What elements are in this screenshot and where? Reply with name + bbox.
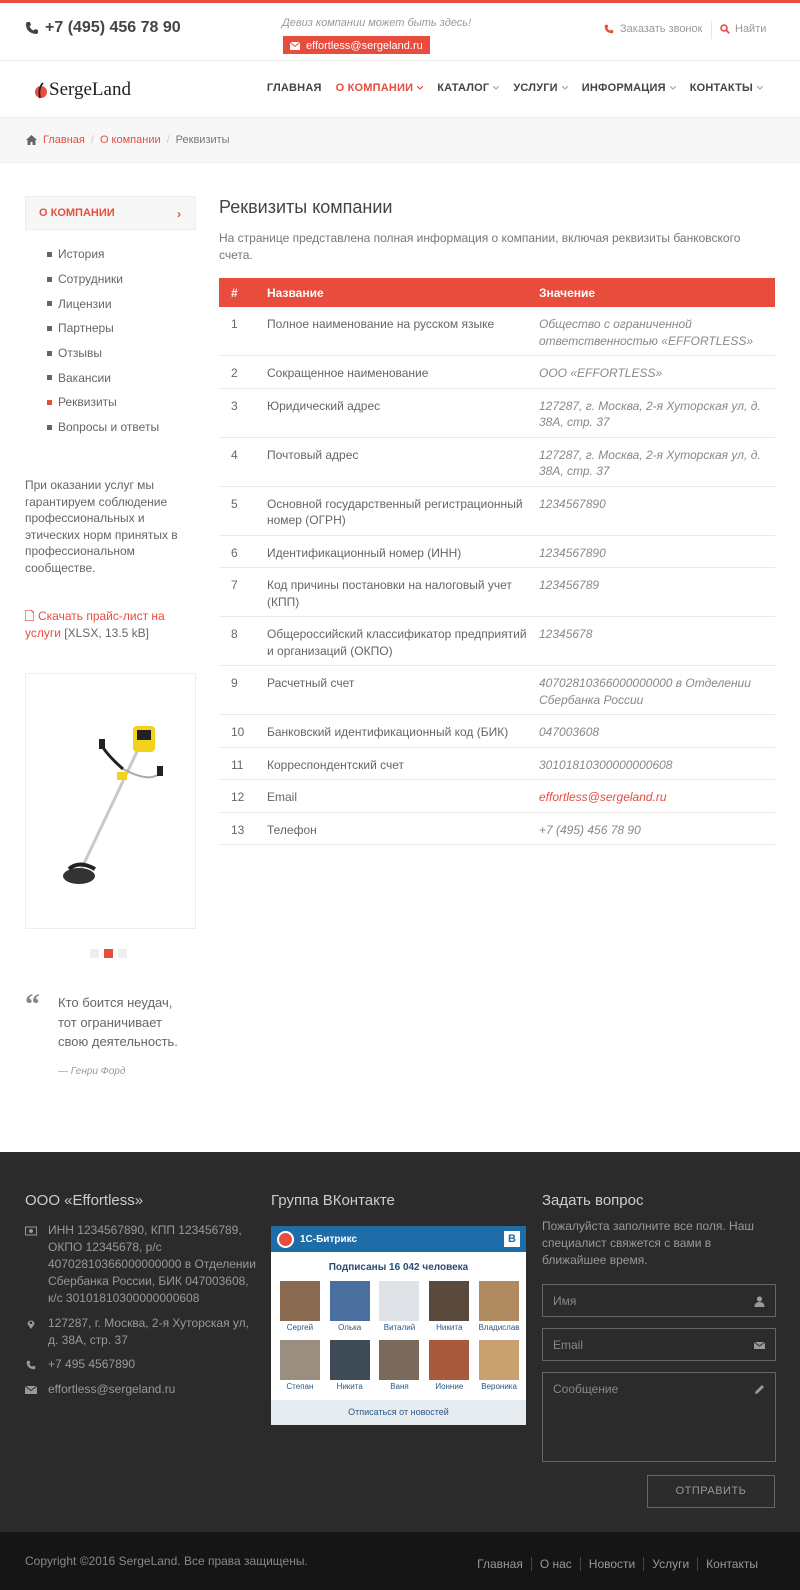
vk-member[interactable]: Ваня: [375, 1340, 425, 1391]
row-name: Общероссийский классификатор предприятий и организаций (ОКПО): [267, 617, 539, 666]
table-row: [219, 535, 775, 568]
breadcrumb-separator: /: [90, 134, 94, 146]
column-header-value: Значение: [539, 278, 775, 307]
row-name: Сокращенное наименование: [267, 356, 539, 389]
envelope-icon: [754, 1340, 765, 1351]
vk-member[interactable]: Никита: [424, 1281, 474, 1332]
avatar: [379, 1340, 419, 1380]
vk-subscriber-count: Подписаны 16 042 человека: [328, 1262, 469, 1273]
table-row: [219, 780, 775, 813]
sidebar-item-licenses[interactable]: Лицензии: [47, 291, 159, 316]
row-name: Телефон: [267, 812, 539, 845]
vk-member[interactable]: Олька: [325, 1281, 375, 1332]
row-name: Идентификационный номер (ИНН): [267, 535, 539, 568]
vk-logo-icon: B: [504, 1231, 520, 1247]
main-menu: [260, 82, 770, 94]
chevron-down-icon: [670, 86, 676, 90]
table-row: [219, 812, 775, 845]
row-name: Юридический адрес: [267, 388, 539, 437]
nav-home[interactable]: ГЛАВНАЯ: [266, 82, 322, 94]
company-motto: Девиз компании может быть здесь!: [282, 17, 472, 29]
chevron-down-icon: [562, 86, 568, 90]
avatar: [429, 1281, 469, 1321]
site-logo[interactable]: SergeLand: [34, 79, 131, 101]
envelope-icon: [25, 1385, 37, 1395]
footer-link-news[interactable]: Новости: [580, 1557, 643, 1571]
callback-link[interactable]: Заказать звонок: [604, 23, 702, 35]
breadcrumb-home[interactable]: Главная: [43, 134, 85, 146]
breadcrumb-section[interactable]: О компании: [99, 134, 161, 146]
vk-member[interactable]: Вероника: [474, 1340, 524, 1391]
requisites-table: [219, 278, 775, 845]
nav-about[interactable]: О КОМПАНИИ: [329, 82, 431, 94]
table-row: [219, 307, 775, 356]
sidebar-item-requisites[interactable]: Реквизиты: [47, 390, 159, 415]
row-name: Код причины постановки на налоговый учет (КПП): [267, 568, 539, 617]
table-header-row: [219, 278, 775, 307]
pencil-icon: [754, 1384, 765, 1395]
vk-member[interactable]: Никита: [325, 1340, 375, 1391]
top-bar: [0, 0, 800, 61]
row-name: Банковский идентификационный код (БИК): [267, 715, 539, 748]
phone-icon: [25, 1360, 37, 1370]
divider: [711, 21, 712, 39]
sidebar-item-vacancies[interactable]: Вакансии: [47, 365, 159, 390]
user-icon: [754, 1296, 765, 1307]
footer-links: [469, 1557, 766, 1571]
carousel-dots: [90, 949, 127, 958]
main-navbar: [0, 61, 800, 118]
sidebar-item-history[interactable]: История: [47, 242, 159, 267]
breadcrumb-separator: /: [166, 134, 170, 146]
carousel-dot[interactable]: [90, 949, 99, 958]
row-value: +7 (495) 456 78 90: [539, 812, 775, 845]
column-header-number: #: [219, 278, 267, 307]
footer-address: 127287, г. Москва, 2-я Хуторская ул, д. 38А, стр. 37: [25, 1315, 257, 1349]
row-number: 10: [219, 715, 267, 748]
footer-ask-text: Пожалуйста заполните все поля. Наш специалист свяжется с вами в ближайшее время.: [542, 1219, 755, 1267]
row-number: 8: [219, 617, 267, 666]
sidebar-item-faq[interactable]: Вопросы и ответы: [47, 415, 159, 440]
header-email-link[interactable]: effortless@sergeland.ru: [283, 36, 430, 54]
avatar: [429, 1340, 469, 1380]
footer-link-home[interactable]: Главная: [477, 1557, 523, 1571]
sidebar-heading[interactable]: О КОМПАНИИ ›: [25, 196, 196, 230]
envelope-icon: [290, 42, 300, 50]
row-value-email-link[interactable]: effortless@sergeland.ru: [539, 780, 775, 813]
quote-icon: “: [25, 988, 40, 1021]
row-name: Почтовый адрес: [267, 437, 539, 486]
footer-link-about[interactable]: О нас: [531, 1557, 580, 1571]
row-value: 047003608: [539, 715, 775, 748]
footer-link-services[interactable]: Услуги: [643, 1557, 697, 1571]
table-row: [219, 617, 775, 666]
vk-widget: [271, 1226, 526, 1425]
map-marker-icon: [25, 1319, 37, 1329]
table-row: [219, 568, 775, 617]
footer-ask-title: Задать вопрос: [542, 1192, 644, 1209]
row-name: Основной государственный регистрационный номер (ОГРН): [267, 486, 539, 535]
quote-author: — Генри Форд: [58, 1066, 126, 1077]
vk-unsubscribe-link[interactable]: Отписаться от новостей: [271, 1400, 526, 1425]
footer-requisites: ИНН 1234567890, КПП 123456789, ОКПО 12345678, р/с 40702810366000000000 в Отделении Сбербанка России, БИК 047003608, к/с 30101810300000000608: [25, 1222, 257, 1307]
nav-info[interactable]: ИНФОРМАЦИЯ: [575, 82, 683, 94]
page-title: Реквизиты компании: [219, 197, 393, 217]
search-icon: [720, 24, 730, 34]
row-number: 4: [219, 437, 267, 486]
row-value: 40702810366000000000 в Отделении Сбербанка России: [539, 666, 775, 715]
sidebar-menu: [47, 242, 159, 440]
nav-catalog[interactable]: КАТАЛОГ: [430, 82, 506, 94]
breadcrumb: [26, 134, 230, 146]
chevron-down-icon: [757, 86, 763, 90]
header-phone[interactable]: +7 (495) 456 78 90: [25, 19, 181, 37]
breadcrumb-current: Реквизиты: [175, 134, 230, 146]
row-value: 127287, г. Москва, 2-я Хуторская ул, д. 38А, стр. 37: [539, 388, 775, 437]
row-number: 7: [219, 568, 267, 617]
table-row: [219, 747, 775, 780]
row-number: 3: [219, 388, 267, 437]
trimmer-product-image: [51, 714, 171, 894]
sidebar-guarantee-text: При оказании услуг мы гарантируем соблюдение профессиональных и этических норм принятых в профессиональном сообществе.: [25, 478, 178, 575]
sidebar-item-reviews[interactable]: Отзывы: [47, 341, 159, 366]
breadcrumb-bar: [0, 118, 800, 163]
price-list-meta: [XLSX, 13.5 kB]: [64, 625, 150, 640]
row-value: 123456789: [539, 568, 775, 617]
table-row: [219, 356, 775, 389]
email-field[interactable]: Email: [542, 1328, 776, 1361]
footer-company-title: ООО «Effortless»: [25, 1192, 144, 1209]
price-list-block: [25, 608, 195, 641]
avatar: [330, 1281, 370, 1321]
home-icon[interactable]: [26, 135, 37, 145]
quote-text: Кто боится неудач, тот ограничивает свою деятельность.: [58, 995, 178, 1049]
vk-member[interactable]: Виталий: [375, 1281, 425, 1332]
row-name: Email: [267, 780, 539, 813]
money-icon: [25, 1226, 37, 1236]
table-row: [219, 486, 775, 535]
logo-mark-icon: [34, 82, 48, 99]
price-list-link[interactable]: Скачать прайс-лист на услуги: [25, 609, 165, 640]
row-value: Общество с ограниченной ответственностью «EFFORTLESS»: [539, 307, 775, 356]
row-name: Корреспондентский счет: [267, 747, 539, 780]
vk-member[interactable]: Ионние: [424, 1340, 474, 1391]
nav-contacts[interactable]: КОНТАКТЫ: [683, 82, 770, 94]
row-number: 11: [219, 747, 267, 780]
search-link[interactable]: Найти: [720, 23, 766, 35]
vk-group-name: 1С-Битрикс: [300, 1233, 358, 1245]
send-button[interactable]: ОТПРАВИТЬ: [647, 1475, 775, 1508]
footer-phone: +7 495 4567890: [25, 1356, 257, 1373]
avatar: [479, 1340, 519, 1380]
row-number: 5: [219, 486, 267, 535]
avatar: [280, 1340, 320, 1380]
row-number: 12: [219, 780, 267, 813]
footer-email[interactable]: effortless@sergeland.ru: [25, 1381, 257, 1398]
vk-member[interactable]: Владислав: [474, 1281, 524, 1332]
row-value: 30101810300000000608: [539, 747, 775, 780]
phone-icon: [604, 24, 614, 34]
vk-member[interactable]: Сергей: [275, 1281, 325, 1332]
chevron-down-icon: [417, 86, 423, 90]
footer-vk-title: Группа ВКонтакте: [271, 1192, 395, 1209]
row-name: Расчетный счет: [267, 666, 539, 715]
row-number: 9: [219, 666, 267, 715]
sidebar-item-partners[interactable]: Партнеры: [47, 316, 159, 341]
row-value: 127287, г. Москва, 2-я Хуторская ул, д. 38А, стр. 37: [539, 437, 775, 486]
table-row: [219, 715, 775, 748]
row-value: 1234567890: [539, 535, 775, 568]
chevron-right-icon: ›: [177, 207, 181, 221]
row-number: 2: [219, 356, 267, 389]
file-icon: [25, 610, 34, 621]
page-intro: На странице представлена полная информация о компании, включая реквизиты банковского счета.: [219, 231, 741, 262]
table-row: [219, 388, 775, 437]
carousel-dot-active[interactable]: [104, 949, 113, 958]
vk-member[interactable]: Степан: [275, 1340, 325, 1391]
phone-icon: [25, 21, 39, 35]
product-carousel[interactable]: [25, 673, 196, 929]
camera-icon: [379, 1281, 419, 1321]
row-number: 6: [219, 535, 267, 568]
avatar: [330, 1340, 370, 1380]
carousel-dot[interactable]: [118, 949, 127, 958]
vk-members-grid: [275, 1281, 524, 1391]
avatar: [479, 1281, 519, 1321]
copyright-text: Copyright ©2016 SergeLand. Все права защищены.: [25, 1554, 308, 1568]
table-row: [219, 437, 775, 486]
table-row: [219, 666, 775, 715]
name-field[interactable]: Имя: [542, 1284, 776, 1317]
row-value: ООО «EFFORTLESS»: [539, 356, 775, 389]
nav-services[interactable]: УСЛУГИ: [506, 82, 574, 94]
message-field[interactable]: Сообщение: [542, 1372, 776, 1462]
vk-widget-header[interactable]: [271, 1226, 526, 1252]
vk-group-avatar: [277, 1231, 294, 1248]
sidebar-item-staff[interactable]: Сотрудники: [47, 267, 159, 292]
footer-link-contacts[interactable]: Контакты: [697, 1557, 766, 1571]
column-header-name: Название: [267, 278, 539, 307]
row-value: 1234567890: [539, 486, 775, 535]
chevron-down-icon: [493, 86, 499, 90]
row-number: 13: [219, 812, 267, 845]
row-name: Полное наименование на русском языке: [267, 307, 539, 356]
row-value: 12345678: [539, 617, 775, 666]
avatar: [280, 1281, 320, 1321]
row-number: 1: [219, 307, 267, 356]
